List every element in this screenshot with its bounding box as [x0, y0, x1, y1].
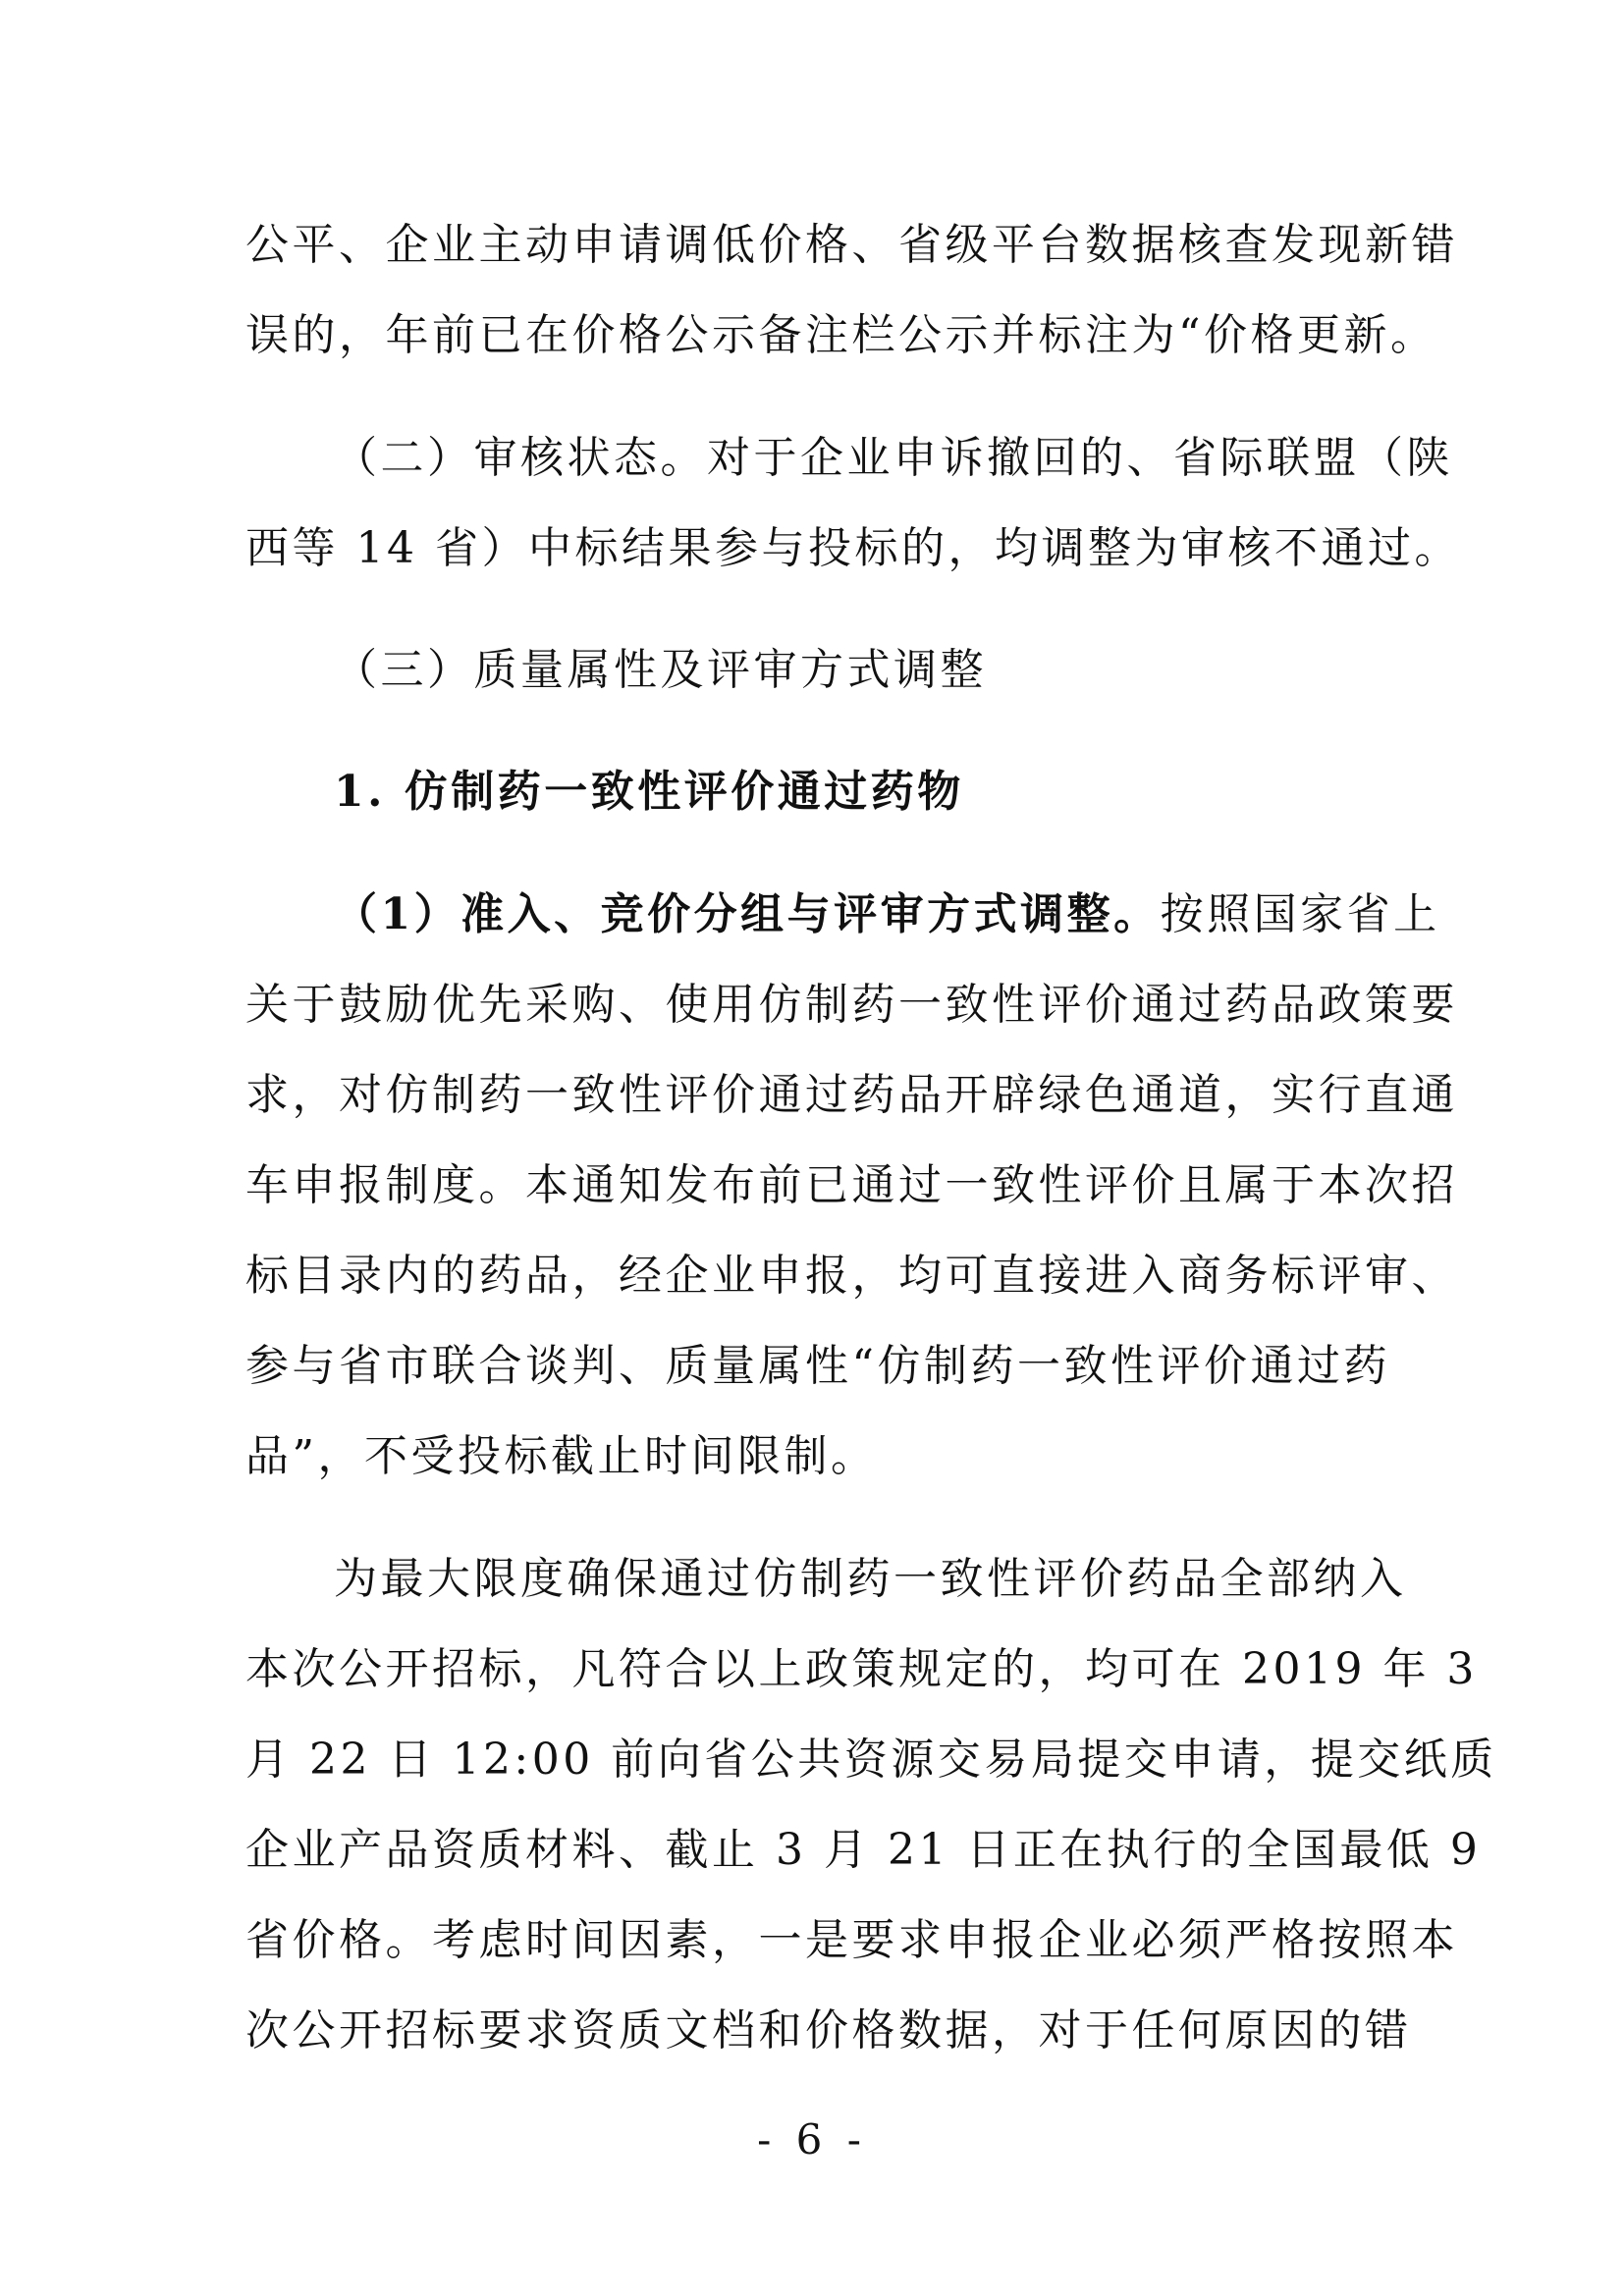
paragraph-line: 公平、企业主动申请调低价格、省级平台数据核查发现新错	[245, 220, 1458, 270]
bold-lead-text: （1）准入、竞价分组与评审方式调整。	[334, 889, 1161, 939]
section-heading: （三）质量属性及评审方式调整	[334, 645, 987, 695]
paragraph-line: 标目录内的药品，经企业申报，均可直接进入商务标评审、	[245, 1251, 1458, 1301]
paragraph-line: 西等 14 省）中标结果参与投标的，均调整为审核不通过。	[245, 523, 1461, 573]
paragraph-line: （二）审核状态。对于企业申诉撤回的、省际联盟（陕	[334, 433, 1453, 483]
paragraph-line: 关于鼓励优先采购、使用仿制药一致性评价通过药品政策要	[245, 980, 1458, 1030]
paragraph-line: 参与省市联合谈判、质量属性“仿制药一致性评价通过药	[245, 1341, 1390, 1391]
page-number: - 6 -	[757, 2115, 867, 2163]
paragraph-lead-line	[334, 886, 1440, 943]
paragraph-line: 品”，不受投标截止时间限制。	[245, 1431, 878, 1481]
paragraph-line: 省价格。考虑时间因素，一是要求申报企业必须严格按照本	[245, 1915, 1458, 1965]
paragraph-line: 为最大限度确保通过仿制药一致性评价药品全部纳入	[334, 1554, 1407, 1604]
paragraph-line: 本次公开招标，凡符合以上政策规定的，均可在 2019 年 3	[245, 1644, 1478, 1694]
paragraph-line: 误的，年前已在价格公示备注栏公示并标注为“价格更新。	[245, 310, 1437, 360]
paragraph-line: 求，对仿制药一致性评价通过药品开辟绿色通道，实行直通	[245, 1070, 1458, 1120]
subsection-heading: 1. 仿制药一致性评价通过药物	[334, 767, 964, 817]
lead-rest-text: 按照国家省上	[1160, 889, 1440, 939]
paragraph-line: 企业产品资质材料、截止 3 月 21 日正在执行的全国最低 9	[245, 1825, 1482, 1875]
paragraph-line: 车申报制度。本通知发布前已通过一致性评价且属于本次招	[245, 1160, 1458, 1210]
paragraph-line: 次公开招标要求资质文档和价格数据，对于任何原因的错	[245, 2005, 1412, 2056]
paragraph-line: 月 22 日 12:00 前向省公共资源交易局提交申请，提交纸质	[245, 1735, 1497, 1785]
